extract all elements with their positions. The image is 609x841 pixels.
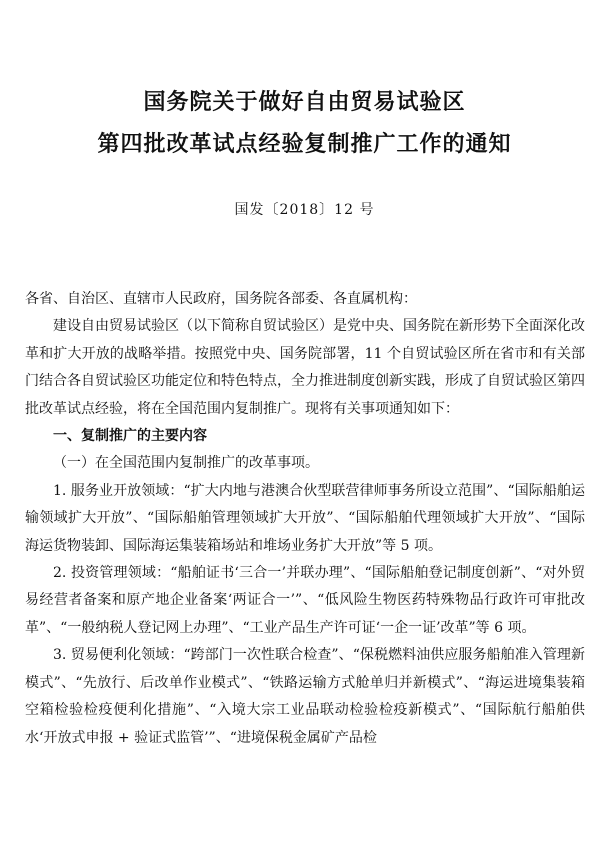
item-2-paragraph: 2. 投资管理领域：“船舶证书‘三合一’并联办理”、“国际船舶登记制度创新”、“对外贸易经营者备案和原产地企业备案‘两证合一’”、“低风险生物医药特殊物品行政许可审批改革”、“一般纳税人登记网上办理”、“工业产品生产许可证‘一企一证’改革”等 6 项。	[25, 565, 585, 636]
section-heading-1: 一、复制推广的主要内容	[53, 428, 207, 445]
salutation: 各省、自治区、直辖市人民政府，国务院各部委、各直属机构：	[25, 291, 417, 307]
document-body	[25, 286, 585, 752]
item-3-paragraph: 3. 贸易便利化领域：“跨部门一次性联合检查”、“保税燃料油供应服务船舶准入管理新模式”、“先放行、后改单作业模式”、“铁路运输方式舱单归并新模式”、“海运进境集装箱空箱检验检疫便利化措施”、“入境大宗工业品联动检验检疫新模式”、“国际航行船舶供水‘开放式申报 + 验证式监管’”、“进境保税金属矿产品检	[25, 647, 585, 746]
document-title-line-2: 第四批改革试点经验复制推广工作的通知	[97, 132, 512, 157]
item-1-paragraph: 1. 服务业开放领域：“扩大内地与港澳合伙型联营律师事务所设立范围”、“国际船舶运输领域扩大开放”、“国际船舶管理领域扩大开放”、“国际船舶代理领域扩大开放”、“国际海运货物装卸、国际海运集装箱场站和堆场业务扩大开放”等 5 项。	[25, 482, 585, 554]
document-title-line-1: 国务院关于做好自由贸易试验区	[143, 90, 466, 115]
intro-paragraph: 建设自由贸易试验区（以下简称自贸试验区）是党中央、国务院在新形势下全面深化改革和扩大开放的战略举措。按照党中央、国务院部署，11 个自贸试验区所在省市和有关部门结合各自贸试验区功能定位和特色特点，全力推进制度创新实践，形成了自贸试验区第四批改革试点经验，将在全国范围内复制推广。现将有关事项通知如下：	[25, 318, 585, 417]
subsection-heading-1: （一）在全国范围内复制推广的改革事项。	[53, 455, 319, 472]
document-number: 国发〔2018〕12 号	[234, 202, 375, 218]
